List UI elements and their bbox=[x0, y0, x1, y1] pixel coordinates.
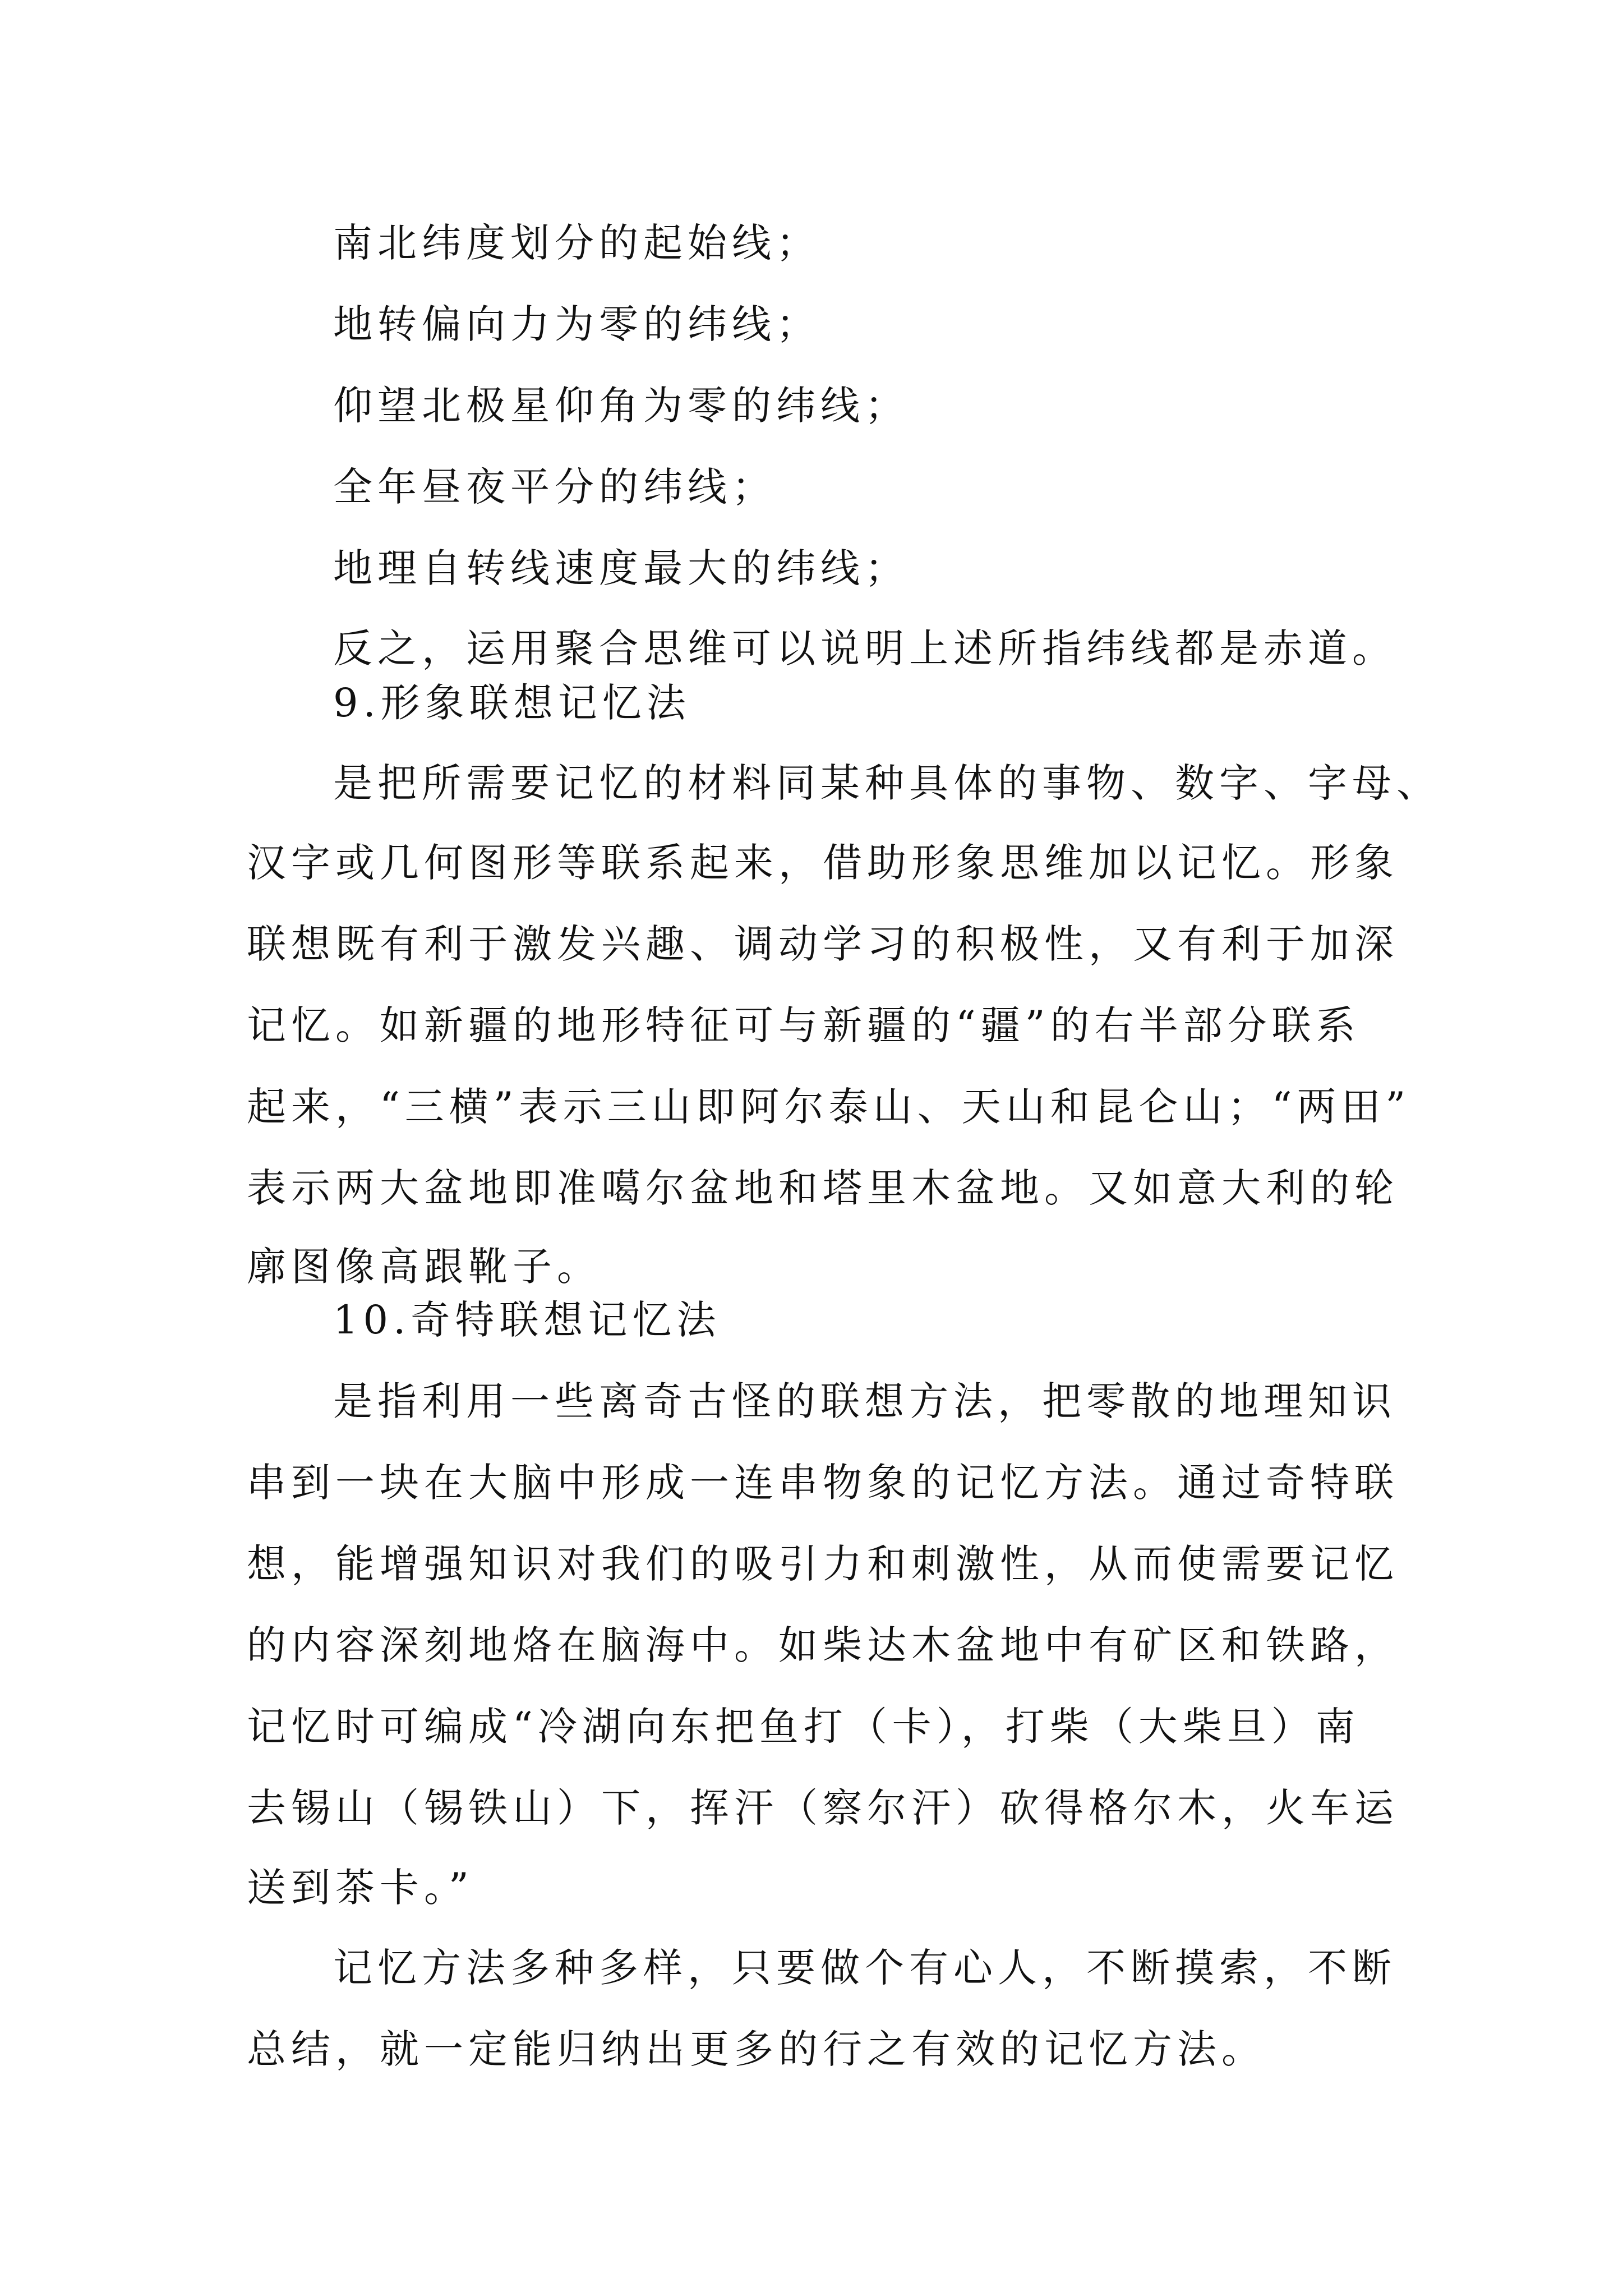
text-line: 南北纬度划分的起始线； bbox=[333, 220, 820, 266]
text-line: 串到一块在大脑中形成一连串物象的记忆方法。通过奇特联 bbox=[247, 1460, 1399, 1506]
text-line: 是把所需要记忆的材料同某种具体的事物、数字、字母、 bbox=[333, 760, 1441, 806]
text-line: 总结，就一定能归纳出更多的行之有效的记忆方法。 bbox=[247, 2026, 1266, 2072]
text-line: 汉字或几何图形等联系起来，借助形象思维加以记忆。形象 bbox=[247, 840, 1399, 886]
text-line: 联想既有利于激发兴趣、调动学习的积极性，又有利于加深 bbox=[247, 921, 1399, 967]
text-line: 起来，“三横”表示三山即阿尔泰山、天山和昆仑山；“两田” bbox=[247, 1084, 1411, 1130]
text-line: 记忆时可编成“冷湖向东把鱼打（卡），打柴（大柴旦）南 bbox=[247, 1704, 1360, 1750]
text-line: 地转偏向力为零的纬线； bbox=[333, 301, 820, 347]
text-line: 廓图像高跟靴子。 bbox=[247, 1244, 601, 1290]
text-line: 反之，运用聚合思维可以说明上述所指纬线都是赤道。 bbox=[333, 625, 1396, 671]
text-line: 去锡山（锡铁山）下，挥汗（察尔汗）砍得格尔木，火车运 bbox=[247, 1785, 1399, 1831]
text-line: 记忆。如新疆的地形特征可与新疆的“疆”的右半部分联系 bbox=[247, 1002, 1361, 1048]
section-heading: 10.奇特联想记忆法 bbox=[333, 1297, 721, 1343]
text-line: 全年昼夜平分的纬线； bbox=[333, 464, 776, 510]
text-line: 仰望北极星仰角为零的纬线； bbox=[333, 383, 909, 429]
text-line: 是指利用一些离奇古怪的联想方法，把零散的地理知识 bbox=[333, 1378, 1396, 1424]
text-line: 地理自转线速度最大的纬线； bbox=[333, 545, 909, 591]
section-heading: 9.形象联想记忆法 bbox=[333, 680, 691, 726]
text-line: 记忆方法多种多样，只要做个有心人，不断摸索，不断 bbox=[333, 1945, 1396, 1991]
text-line: 的内容深刻地烙在脑海中。如柴达木盆地中有矿区和铁路， bbox=[247, 1622, 1399, 1668]
text-line: 想，能增强知识对我们的吸引力和刺激性，从而使需要记忆 bbox=[247, 1541, 1399, 1587]
text-line: 送到茶卡。” bbox=[247, 1865, 474, 1911]
text-line: 表示两大盆地即准噶尔盆地和塔里木盆地。又如意大利的轮 bbox=[247, 1165, 1399, 1211]
